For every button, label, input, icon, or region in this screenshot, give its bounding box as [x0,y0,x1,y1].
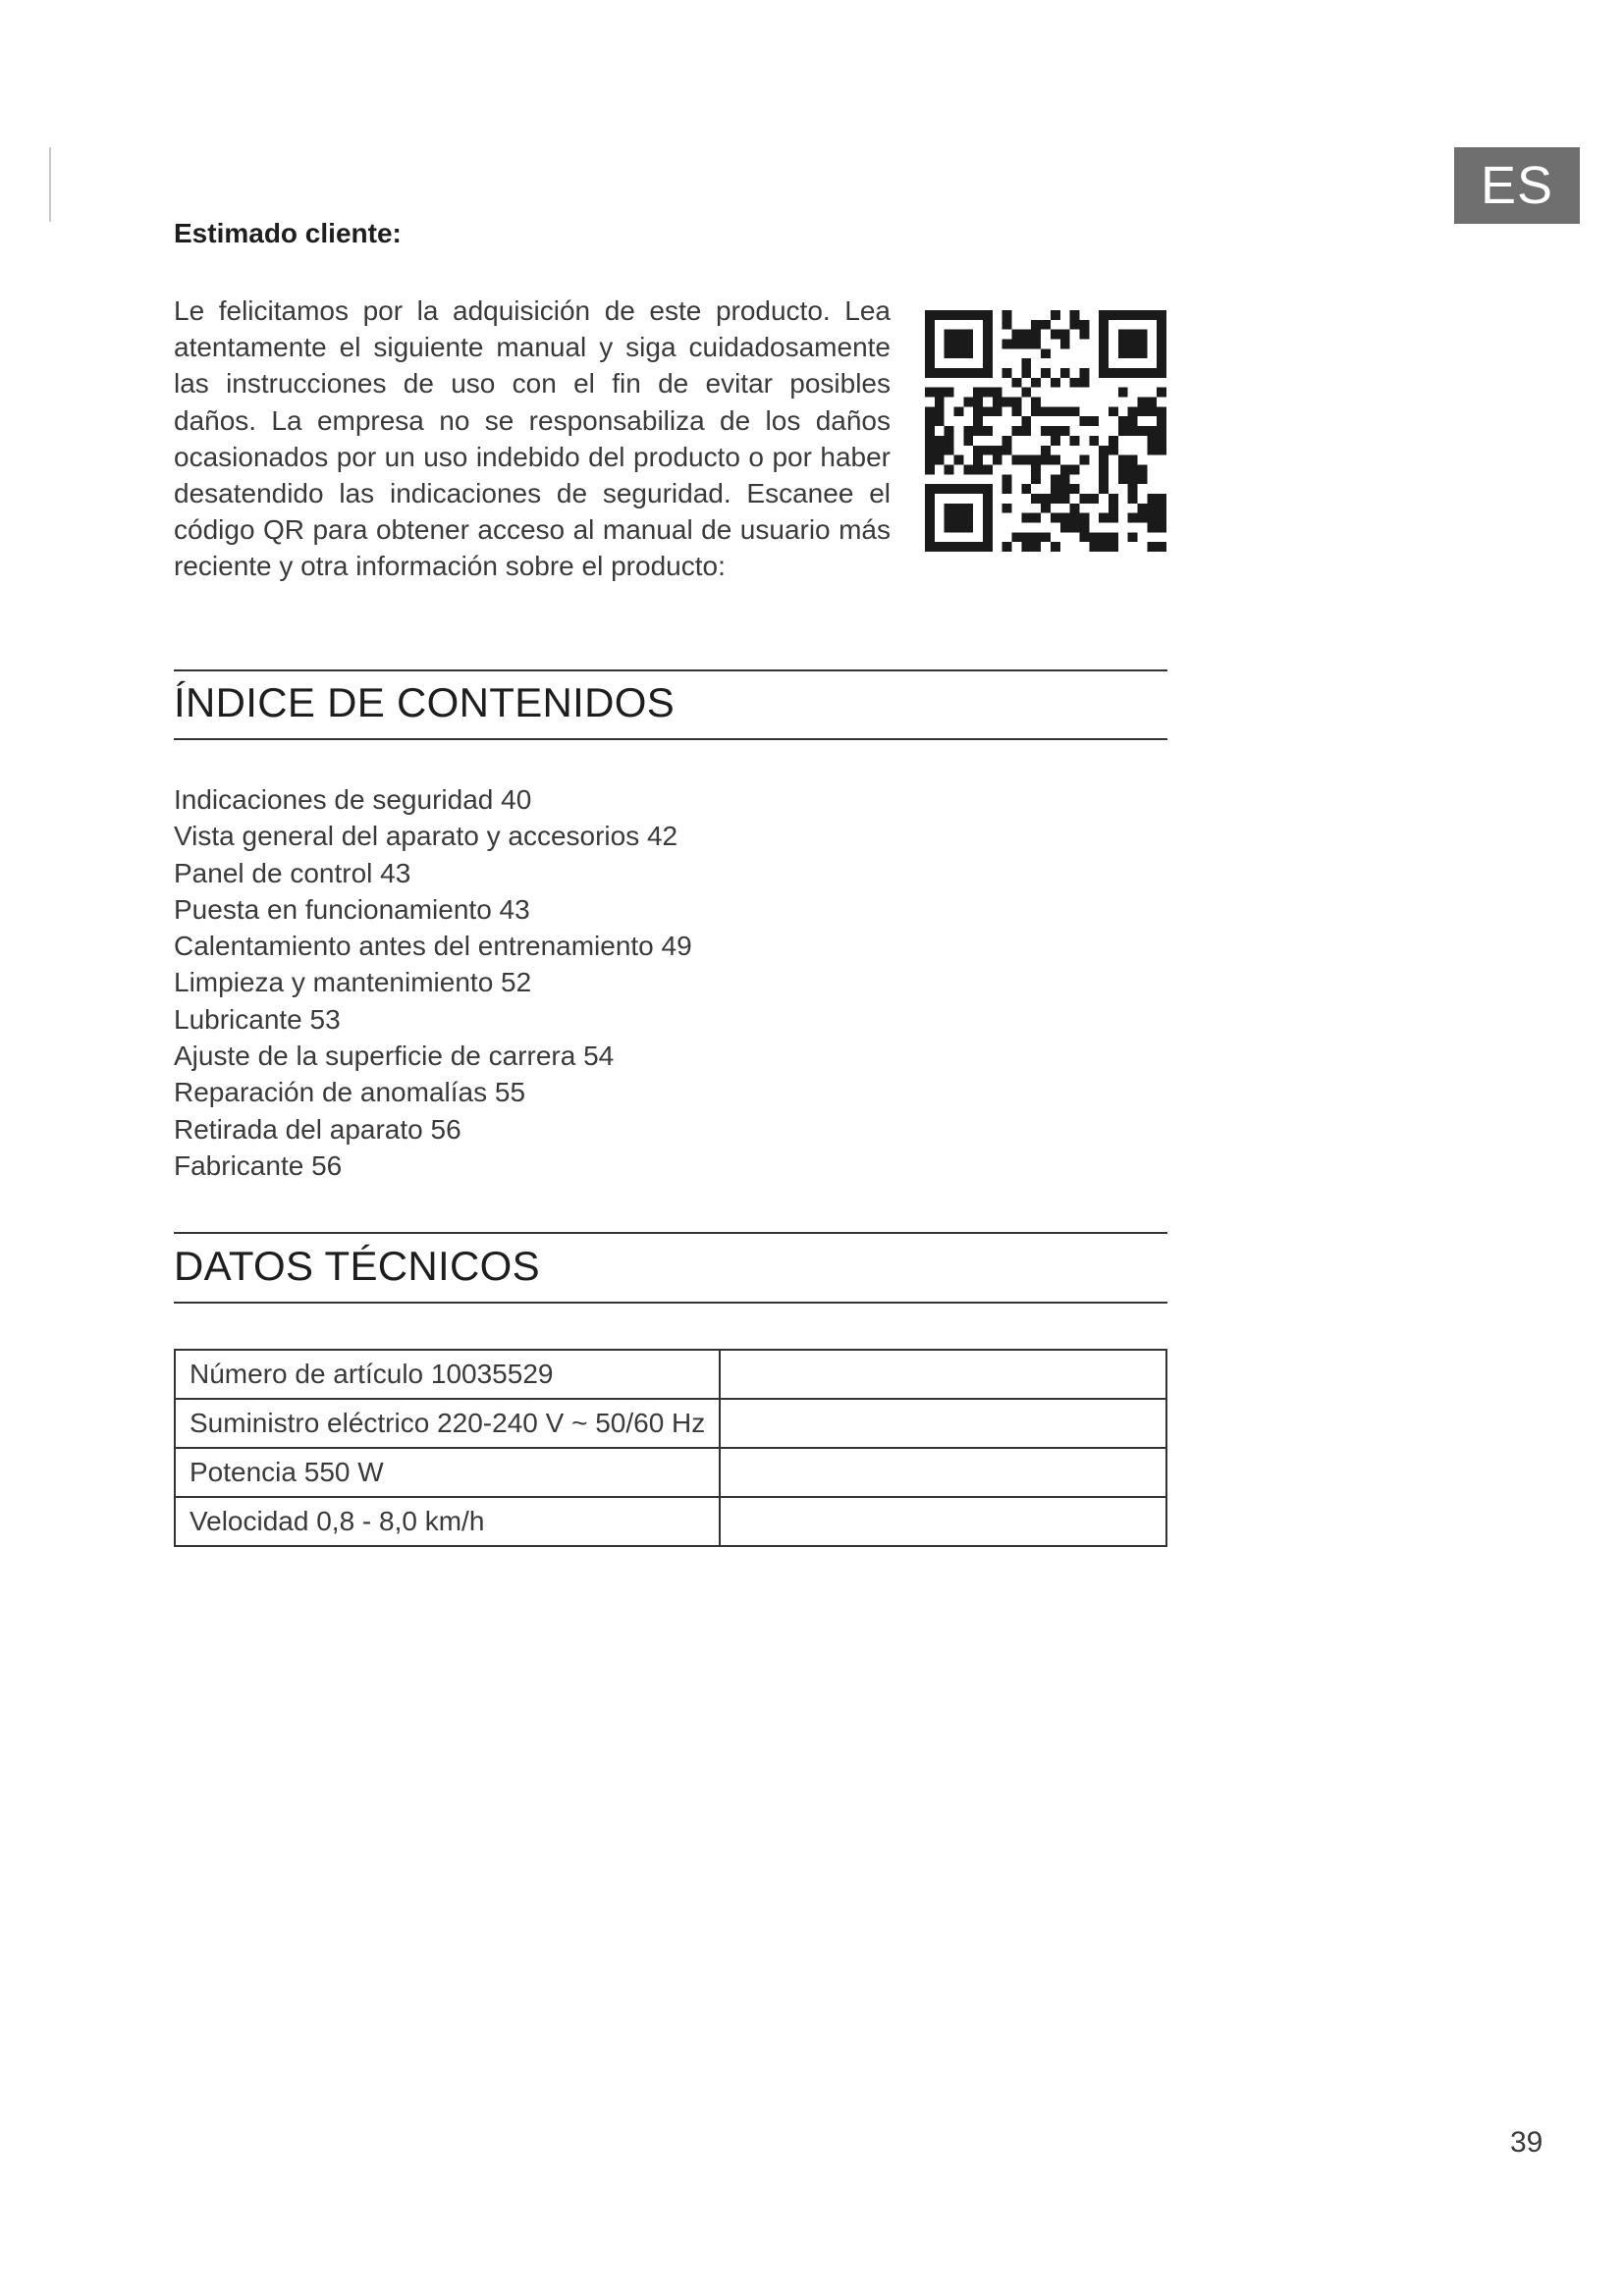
toc-item: Ajuste de la superficie de carrera 54 [174,1041,615,1072]
toc-item: Lubricante 53 [174,1003,341,1035]
spec-cell: Velocidad 0,8 - 8,0 km/h [175,1497,720,1546]
toc-bottom-rule [174,738,1167,740]
table-row [175,1448,1166,1497]
specs-title: DATOS TÉCNICOS [174,1243,540,1289]
toc-item: Indicaciones de seguridad 40 [174,784,532,815]
spec-cell: Número de artículo 10035529 [175,1350,720,1399]
page-number: 39 [1510,2126,1543,2159]
toc-title: ÍNDICE DE CONTENIDOS [174,679,676,725]
spec-empty-cell [720,1399,1166,1448]
spec-empty-cell [720,1350,1166,1399]
table-row [175,1350,1166,1399]
toc-item: Reparación de anomalías 55 [174,1077,526,1108]
table-row [175,1497,1166,1546]
toc-item: Retirada del aparato 56 [174,1113,461,1145]
toc-top-rule [174,669,1167,671]
specs-bottom-rule [174,1302,1167,1304]
toc-item: Calentamiento antes del entrenamiento 49 [174,931,692,962]
spec-cell: Suministro eléctrico 220-240 V ~ 50/60 Hz [175,1399,720,1448]
toc-item: Vista general del aparato y accesorios 42 [174,821,678,852]
specs-top-rule [174,1232,1167,1234]
spec-cell: Potencia 550 W [175,1448,720,1497]
toc-item: Limpieza y mantenimiento 52 [174,967,532,998]
spec-empty-cell [720,1497,1166,1546]
greeting-heading: Estimado cliente: [174,218,402,248]
qr-code-icon [925,310,1166,552]
toc-item: Puesta en funcionamiento 43 [174,893,530,925]
language-badge: ES [1454,147,1580,224]
spec-empty-cell [720,1448,1166,1497]
intro-paragraph: Le felicitamos por la adquisición de este producto. Lea atentamente el siguiente manual y siga cuidadosamente las instrucciones de uso con el fin de evitar posibles daños. La empresa no se responsabiliza de los daños ocasionados por un uso indebido del producto o por haber desatendido las indicaciones de seguridad. Escanee el código QR para obtener acceso al manual de usuario más reciente y otra información sobre el producto: [174,295,891,582]
table-row [175,1399,1166,1448]
toc-list [174,781,692,1184]
margin-rule [49,147,51,222]
specs-table [174,1349,1167,1547]
toc-item: Fabricante 56 [174,1149,343,1181]
toc-item: Panel de control 43 [174,857,411,888]
